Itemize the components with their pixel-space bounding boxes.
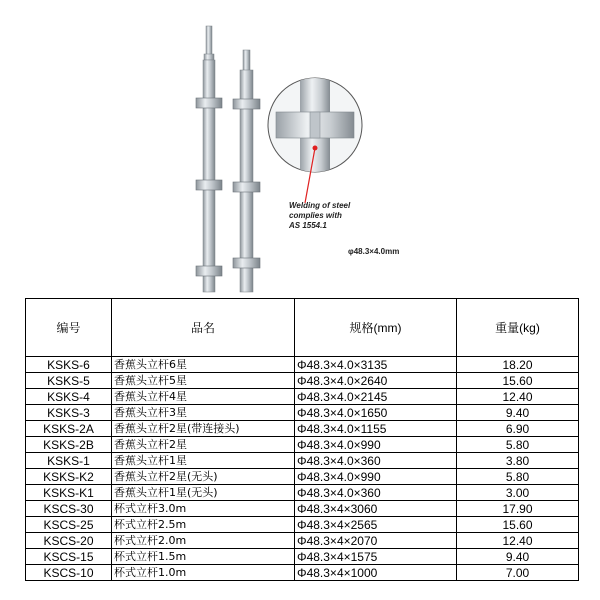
cell-weight: 9.40: [457, 405, 579, 421]
cell-code: KSKS-K2: [26, 469, 112, 485]
cell-name: 香蕉头立杆5星: [112, 373, 295, 389]
cell-weight: 6.90: [457, 421, 579, 437]
dimension-note: φ48.3×4.0mm: [348, 247, 400, 256]
table-row: [26, 437, 579, 453]
cell-spec: Φ48.3×4×3060: [295, 501, 457, 517]
cell-code: KSKS-6: [26, 357, 112, 373]
cell-code: KSKS-4: [26, 389, 112, 405]
cell-spec: Φ48.3×4×2565: [295, 517, 457, 533]
header-code: 编号: [26, 299, 112, 357]
cell-code: KSCS-15: [26, 549, 112, 565]
cell-name: 香蕉头立杆2星(无头): [112, 469, 295, 485]
cell-name: 杯式立杆3.0m: [112, 501, 295, 517]
cell-name: 香蕉头立杆4星: [112, 389, 295, 405]
standard-right: [233, 50, 260, 292]
cell-code: KSCS-30: [26, 501, 112, 517]
cell-weight: 12.40: [457, 533, 579, 549]
cell-code: KSKS-1: [26, 453, 112, 469]
table-row: [26, 517, 579, 533]
cell-name: 香蕉头立杆2星: [112, 437, 295, 453]
cell-name: 杯式立杆2.5m: [112, 517, 295, 533]
cell-code: KSCS-10: [26, 565, 112, 581]
cell-spec: Φ48.3×4.0×990: [295, 437, 457, 453]
cell-weight: 15.60: [457, 373, 579, 389]
cell-code: KSKS-3: [26, 405, 112, 421]
weld-detail-magnifier: [268, 70, 362, 190]
cell-weight: 3.00: [457, 485, 579, 501]
cell-spec: Φ48.3×4×1575: [295, 549, 457, 565]
cell-code: KSCS-20: [26, 533, 112, 549]
header-spec: 规格(mm): [295, 299, 457, 357]
cell-weight: 7.00: [457, 565, 579, 581]
product-illustration: [0, 0, 600, 298]
table-row: [26, 453, 579, 469]
cell-weight: 9.40: [457, 549, 579, 565]
cell-spec: Φ48.3×4.0×3135: [295, 357, 457, 373]
standard-left: [196, 26, 222, 292]
cell-code: KSKS-K1: [26, 485, 112, 501]
cell-spec: Φ48.3×4×1000: [295, 565, 457, 581]
cell-name: 杯式立杆2.0m: [112, 533, 295, 549]
cell-spec: Φ48.3×4.0×1650: [295, 405, 457, 421]
cell-spec: Φ48.3×4×2070: [295, 533, 457, 549]
table-row: [26, 533, 579, 549]
cell-spec: Φ48.3×4.0×360: [295, 453, 457, 469]
table-row: [26, 405, 579, 421]
table-row: [26, 469, 579, 485]
welding-note-line-3: AS 1554.1: [289, 221, 327, 230]
welding-note: [289, 201, 399, 231]
welding-note-line-2: complies with: [289, 211, 342, 220]
cell-weight: 12.40: [457, 389, 579, 405]
cell-weight: 17.90: [457, 501, 579, 517]
cell-code: KSKS-2B: [26, 437, 112, 453]
cell-name: 香蕉头立杆1星(无头): [112, 485, 295, 501]
cell-name: 香蕉头立杆6星: [112, 357, 295, 373]
cell-spec: Φ48.3×4.0×2145: [295, 389, 457, 405]
table-row: [26, 549, 579, 565]
welding-note-line-1: Welding of steel: [289, 201, 351, 210]
header-weight: 重量(kg): [457, 299, 579, 357]
cell-weight: 5.80: [457, 469, 579, 485]
table-row: [26, 485, 579, 501]
table-body: [26, 357, 579, 581]
table-header-row: [26, 299, 579, 357]
cell-name: 香蕉头立杆1星: [112, 453, 295, 469]
cell-weight: 18.20: [457, 357, 579, 373]
cell-name: 香蕉头立杆3星: [112, 405, 295, 421]
cell-spec: Φ48.3×4.0×990: [295, 469, 457, 485]
cell-spec: Φ48.3×4.0×1155: [295, 421, 457, 437]
spec-table: [25, 298, 579, 581]
header-name: 品名: [112, 299, 295, 357]
cell-code: KSKS-2A: [26, 421, 112, 437]
table-row: [26, 357, 579, 373]
scaffold-standards-drawing: [0, 0, 600, 298]
cell-weight: 15.60: [457, 517, 579, 533]
cell-code: KSKS-5: [26, 373, 112, 389]
table-row: [26, 501, 579, 517]
table-row: [26, 565, 579, 581]
table-row: [26, 389, 579, 405]
cell-name: 香蕉头立杆2星(带连接头): [112, 421, 295, 437]
cell-code: KSCS-25: [26, 517, 112, 533]
cell-spec: Φ48.3×4.0×2640: [295, 373, 457, 389]
cell-name: 杯式立杆1.0m: [112, 565, 295, 581]
cell-weight: 3.80: [457, 453, 579, 469]
cell-spec: Φ48.3×4.0×360: [295, 485, 457, 501]
cell-name: 杯式立杆1.5m: [112, 549, 295, 565]
table-row: [26, 373, 579, 389]
cell-weight: 5.80: [457, 437, 579, 453]
table-row: [26, 421, 579, 437]
